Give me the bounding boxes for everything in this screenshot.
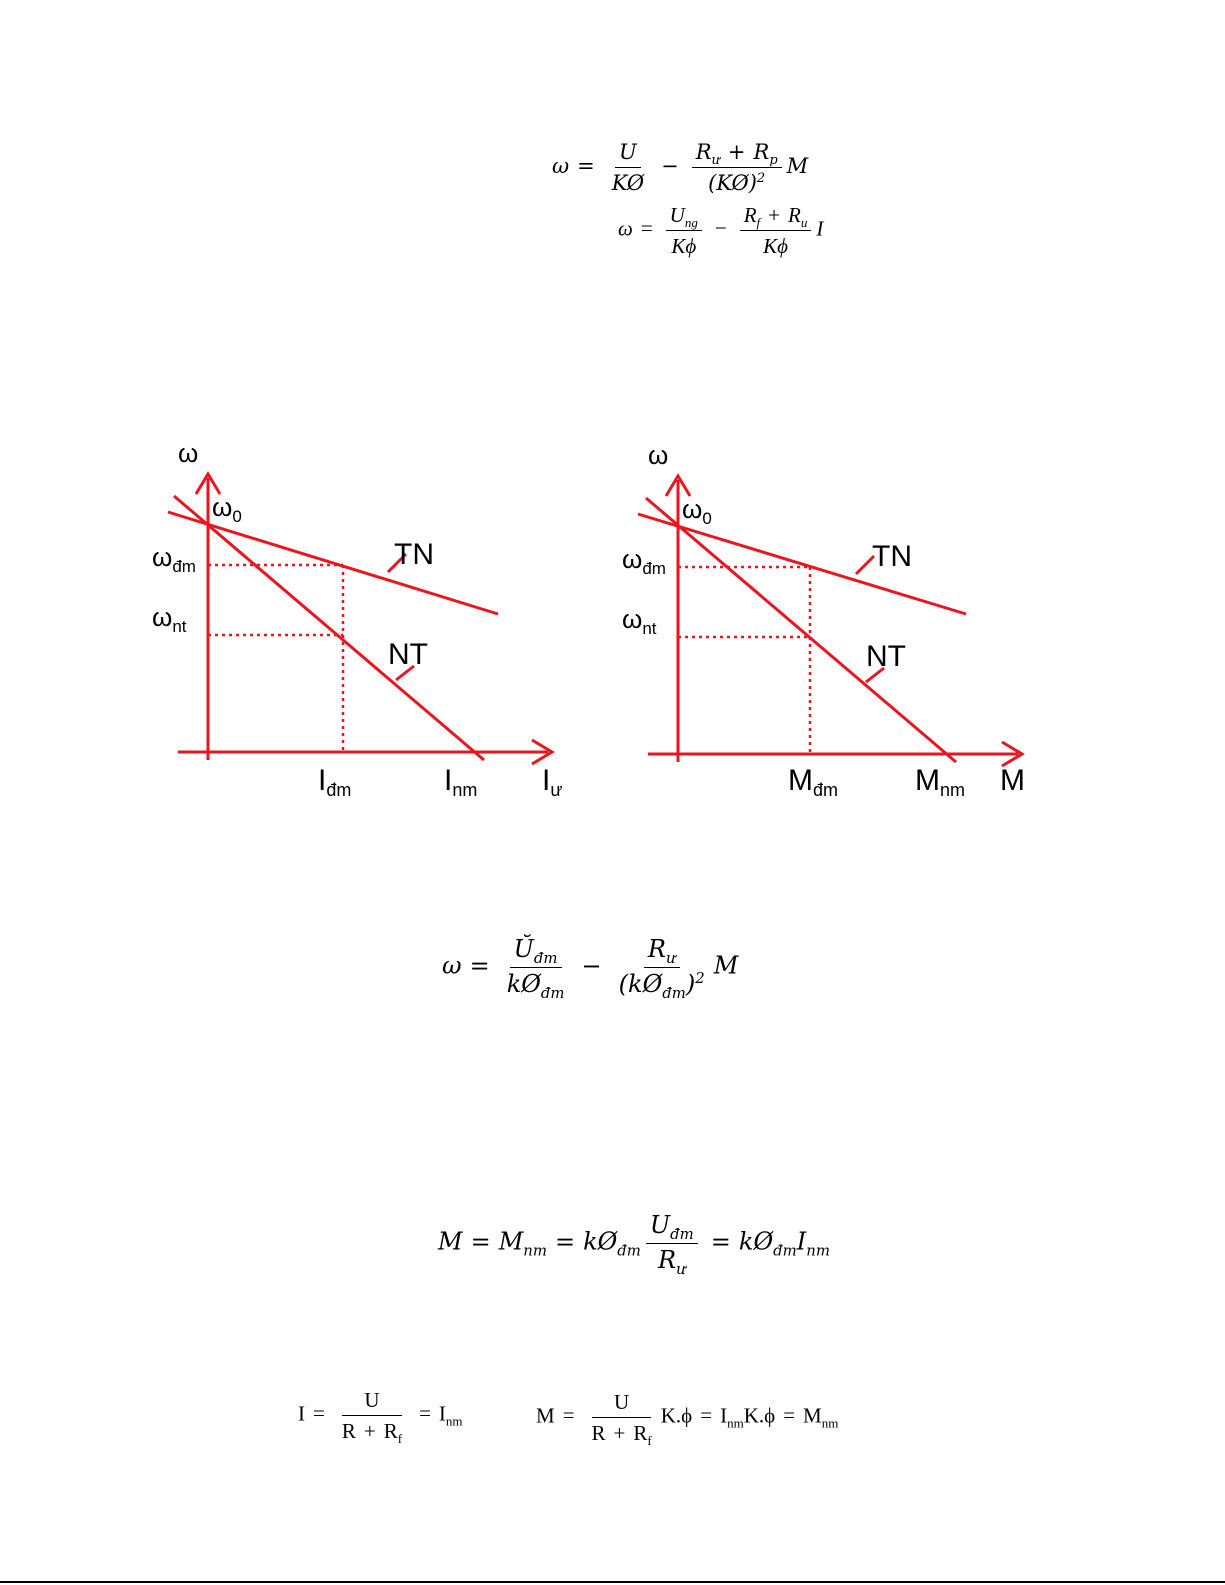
omega-nt-label: $\omega_{nt}$ [622, 604, 657, 638]
tn-line [638, 514, 966, 614]
y-axis-label: ω [648, 440, 669, 470]
equation-short-circuit-torque-expanded: M = $\frac{U}{R + R_f}$ $K.\phi = I_{nm}K.\phi = M_{nm}$ [536, 1390, 839, 1449]
x-axis-label: $I_ư$ [542, 764, 563, 800]
nt-label: NT [388, 638, 428, 671]
omega0-label: $\omega_0$ [212, 492, 242, 526]
nt-line [646, 498, 956, 762]
x-tick-i-dm: $I_{đm}$ [318, 764, 352, 800]
y-axis-label: ω [178, 438, 199, 468]
speed-torque-characteristic-diagram [610, 432, 1050, 812]
equation-natural-characteristic: ω = $\frac{Ŭ_{đm}}{kØ_{đm}}$ − $\frac{R_ư}{(kØ_{đm})^2}$ M [442, 935, 739, 1002]
x-tick-m-dm: $M_{đm}$ [788, 764, 839, 800]
equation-speed-current: ω = $\frac{U_{ng}}{K\phi}$ − $\frac{R_f + R_u}{K\phi}$ I [618, 203, 824, 259]
tn-label: TN [872, 540, 912, 573]
page-bottom-rule [0, 1581, 1225, 1583]
omega0-label: $\omega_0$ [682, 494, 712, 528]
nt-line [174, 496, 484, 760]
tn-label: TN [394, 538, 434, 571]
omega-dm-label: $\omega_{đm}$ [622, 544, 666, 578]
equation-short-circuit-torque: $M = M_{nm}$ = $kØ_{đm}$ $\frac{U_{đm}}{R_ư}$ = $kØ_{đm}I_{nm}$ [438, 1211, 830, 1278]
omega-dm-label: $\omega_{đm}$ [152, 542, 196, 576]
x-axis-label: M [1000, 764, 1025, 797]
speed-current-characteristic-diagram [140, 430, 580, 810]
equation-short-circuit-current: I = $\frac{U}{R + R_f}$ = $I_{nm}$ [298, 1388, 463, 1447]
equation-speed-torque: ω = $\frac{U}{KØ}$ − $\frac{R_ư + R_p}{(KØ)^2}$ M [552, 140, 809, 196]
tn-line [168, 512, 498, 614]
x-tick-m-nm: $M_{nm}$ [915, 764, 966, 800]
omega-nt-label: $\omega_{nt}$ [152, 602, 187, 636]
nt-label: NT [866, 640, 906, 673]
x-tick-i-nm: $I_{nm}$ [444, 764, 478, 800]
